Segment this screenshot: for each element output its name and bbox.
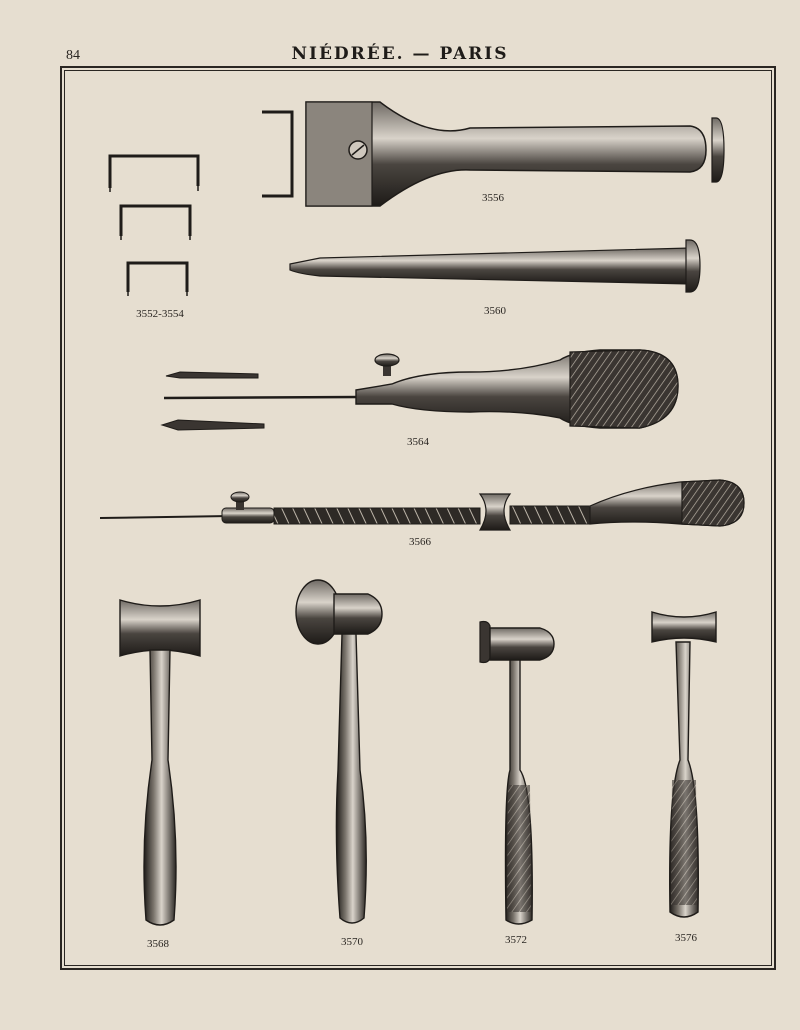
staple-3552	[110, 156, 198, 192]
mallet-3568	[120, 600, 200, 925]
page-header: NIÉDRÉE. — PARIS	[291, 44, 509, 64]
caption-3576: 3576	[675, 932, 697, 944]
caption-3568: 3568	[147, 938, 169, 950]
caption-3570: 3570	[341, 936, 363, 948]
caption-3552-3554: 3552-3554	[136, 308, 184, 320]
spatula-3556	[262, 102, 724, 206]
caption-3564: 3564	[407, 436, 429, 448]
caption-3566: 3566	[409, 536, 431, 548]
page-number: 84	[66, 48, 80, 63]
awl-3564	[162, 350, 678, 430]
tube-3560	[290, 240, 700, 292]
caption-3556: 3556	[482, 192, 504, 204]
staple-3553	[121, 206, 190, 240]
hammer-3570	[296, 580, 382, 923]
hammer-3576	[652, 612, 716, 917]
staple-3554	[128, 263, 187, 296]
probe-3566	[100, 480, 744, 530]
hammer-3572	[480, 622, 554, 925]
caption-3572: 3572	[505, 934, 527, 946]
caption-3560: 3560	[484, 305, 506, 317]
